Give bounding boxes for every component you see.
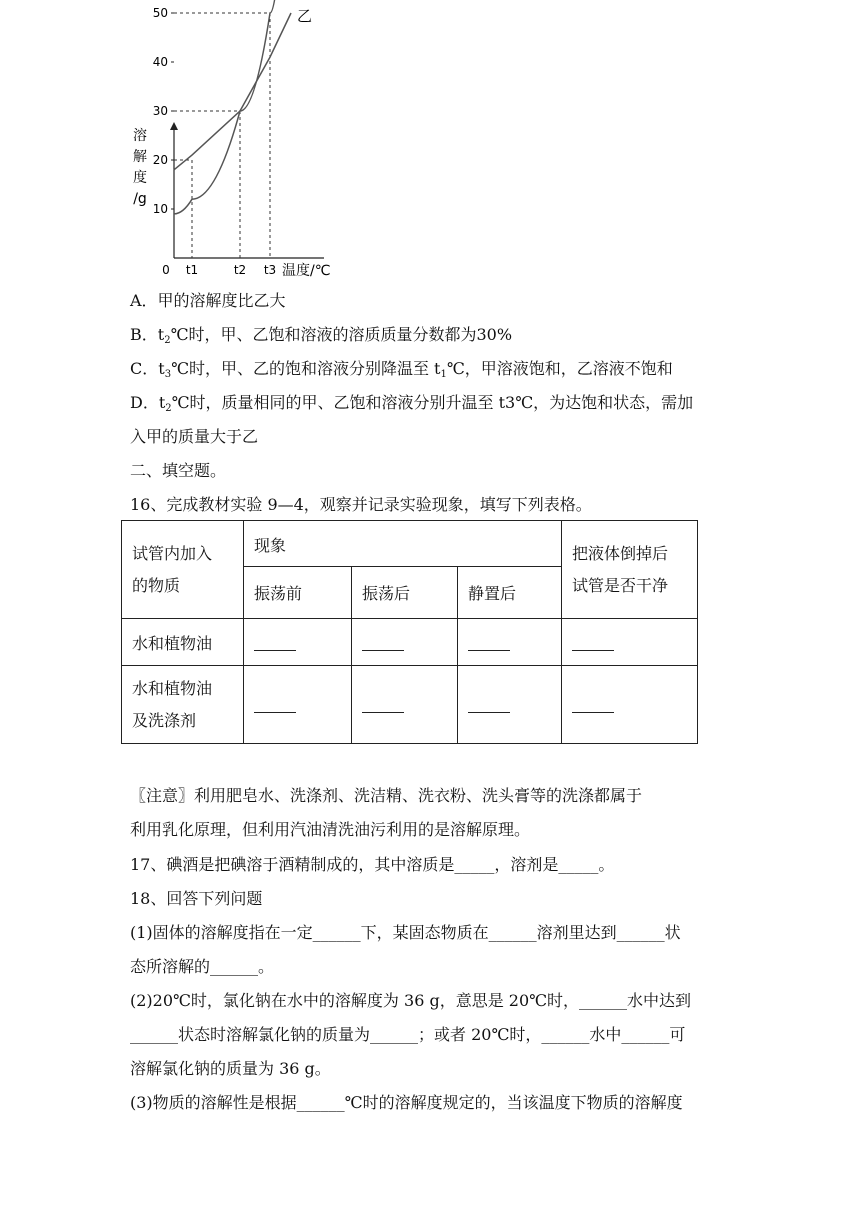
header-before-shaking: 振荡前 bbox=[244, 567, 352, 619]
note-line-2: 利用乳化原理，但利用汽油清洗油污利用的是溶解原理。 bbox=[130, 820, 531, 839]
y-axis-label: /g bbox=[133, 191, 147, 207]
y-axis-label: 度 bbox=[133, 170, 147, 186]
blank-cell[interactable] bbox=[352, 619, 458, 666]
answer-blank[interactable] bbox=[254, 636, 296, 651]
row-water-oil: 水和植物油 bbox=[122, 619, 244, 666]
answer-blank[interactable] bbox=[468, 636, 510, 651]
solubility-chart bbox=[128, 6, 348, 282]
question-18-1-line-1: (1)固体的溶解度指在一定______下，某固态物质在______溶剂里达到______状 bbox=[130, 923, 681, 942]
y-tick-label: 30 bbox=[152, 104, 168, 118]
blank-cell[interactable] bbox=[458, 619, 562, 666]
y-axis-arrow bbox=[170, 122, 178, 130]
dashed-reference-line bbox=[174, 13, 270, 258]
x-tick-label: t2 bbox=[233, 263, 247, 277]
question-18-2-line-2: ______状态时溶解氯化钠的质量为______；或者 20℃时，______水中______可 bbox=[130, 1025, 686, 1044]
y-axis-label: 溶 bbox=[133, 128, 147, 144]
y-axis-label: 解 bbox=[133, 149, 147, 165]
option-c: C．$t_3℃$时，甲、乙的饱和溶液分别降温至 $t_1℃$，甲溶液饱和，乙溶液不饱和 bbox=[130, 359, 673, 380]
y-tick-label: 10 bbox=[152, 202, 168, 216]
header-phenomenon: 现象 bbox=[244, 521, 562, 567]
option-d: D．$t_2℃$时，质量相同的甲、乙饱和溶液分别升温至 t3℃，为达饱和状态，需加 bbox=[130, 393, 694, 414]
x-tick-label: 0 bbox=[162, 263, 170, 277]
row-water-oil-detergent: 水和植物油 及洗涤剂 bbox=[122, 666, 244, 744]
header-after-settling: 静置后 bbox=[458, 567, 562, 619]
answer-blank[interactable] bbox=[572, 698, 614, 713]
option-b: B．$t_2℃$时，甲、乙饱和溶液的溶质质量分数都为30% bbox=[130, 325, 513, 346]
question-18-2-line-3: 溶解氯化钠的质量为 36 g。 bbox=[130, 1059, 331, 1078]
question-18-1-line-2: 态所溶解的______。 bbox=[130, 957, 275, 976]
dashed-reference-line bbox=[174, 160, 192, 258]
blank-cell[interactable] bbox=[244, 619, 352, 666]
blank-cell[interactable] bbox=[352, 666, 458, 744]
x-tick-label: t3 bbox=[263, 263, 277, 277]
header-after-shaking: 振荡后 bbox=[352, 567, 458, 619]
blank-cell[interactable] bbox=[562, 619, 698, 666]
x-tick-label: t1 bbox=[185, 263, 199, 277]
series-label-yi: 乙 bbox=[297, 7, 313, 25]
y-tick-label: 20 bbox=[152, 153, 168, 167]
dashed-reference-line bbox=[174, 111, 240, 258]
answer-blank[interactable] bbox=[572, 636, 614, 651]
curve-yi bbox=[174, 13, 291, 170]
x-axis-label: 温度/℃ bbox=[282, 263, 331, 279]
answer-blank[interactable] bbox=[254, 698, 296, 713]
question-17: 17、碘酒是把碘溶于酒精制成的，其中溶质是_____，溶剂是_____。 bbox=[130, 855, 615, 874]
question-16: 16、完成教材实验 9—4，观察并记录实验现象，填写下列表格。 bbox=[130, 495, 592, 514]
question-18-2-line-1: (2)20℃时，氯化钠在水中的溶解度为 36 g，意思是 20℃时，______水中达到 bbox=[130, 991, 692, 1010]
answer-blank[interactable] bbox=[468, 698, 510, 713]
section-heading: 二、填空题。 bbox=[130, 461, 227, 480]
option-a: A．甲的溶解度比乙大 bbox=[130, 291, 286, 310]
y-tick-label: 40 bbox=[152, 55, 168, 69]
question-18: 18、回答下列问题 bbox=[130, 889, 263, 908]
y-tick-label: 50 bbox=[152, 6, 168, 20]
blank-cell[interactable] bbox=[244, 666, 352, 744]
blank-cell[interactable] bbox=[458, 666, 562, 744]
note-line-1: 〖注意〗利用肥皂水、洗涤剂、洗洁精、洗衣粉、洗头膏等的洗涤都属于 bbox=[130, 786, 643, 805]
answer-blank[interactable] bbox=[362, 698, 404, 713]
option-d-continued: 入甲的质量大于乙 bbox=[130, 427, 259, 446]
blank-cell[interactable] bbox=[562, 666, 698, 744]
answer-blank[interactable] bbox=[362, 636, 404, 651]
question-18-3: (3)物质的溶解性是根据______℃时的溶解度规定的，当该温度下物质的溶解度 bbox=[130, 1093, 683, 1112]
experiment-table bbox=[121, 520, 698, 744]
header-material: 试管内加入 的物质 bbox=[122, 521, 244, 619]
header-clean: 把液体倒掉后 试管是否干净 bbox=[562, 521, 698, 619]
curve-jia bbox=[174, 0, 279, 214]
